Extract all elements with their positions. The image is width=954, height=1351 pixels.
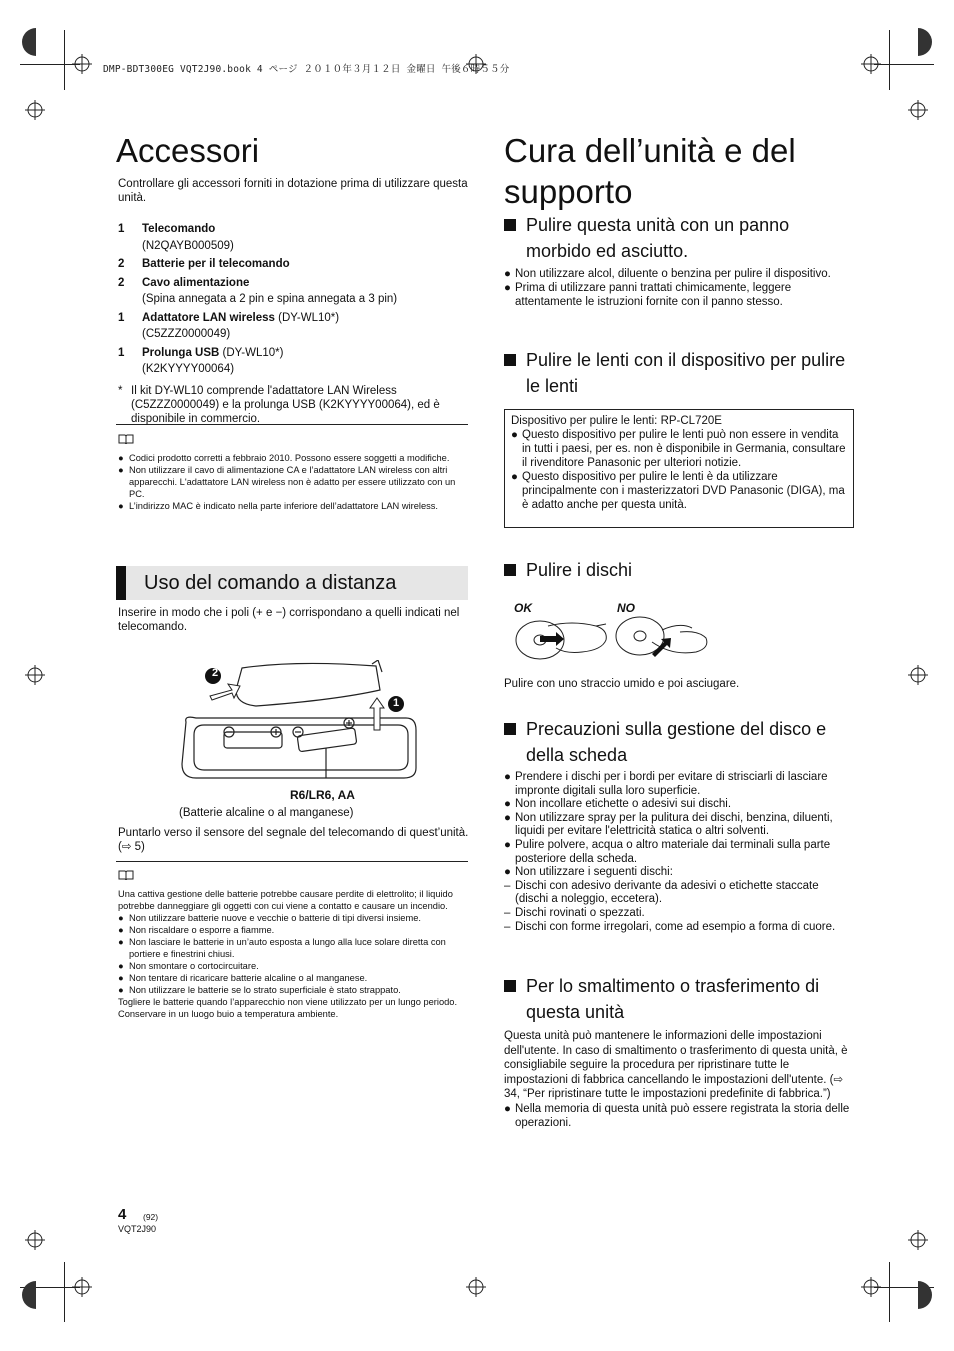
bullet-item: ● Nella memoria di questa unità può essere registrata la storia delle operazioni. (504, 1102, 850, 1129)
bullet-item: ● Questo dispositivo per pulire le lenti è da utilizzare principalmente con i masterizzatori DVD Panasonic (DIGA), ma è adatto anche per questa unità. (511, 471, 845, 511)
page-number: 4 (118, 1206, 127, 1223)
page-title-cura: Cura dell’unità e del supporto (504, 132, 796, 210)
remote-intro: Inserire in modo che i poli (+ e −) corrispondano a quelli indicati nel telecomando. (118, 607, 460, 633)
note-book-icon (118, 870, 134, 880)
footnote: * Il kit DY-WL10 comprende l'adattatore LAN Wireless (C5ZZZ0000049) e la prolunga USB (K2KYYYY00064), ed è disponibile in commercio. (118, 384, 440, 425)
ok-label: OK (514, 601, 532, 615)
note-item: ● Non lasciare le batterie in un’auto esposta a lungo alla luce solare diretta con portiere e finestrini chiusi. (118, 937, 446, 959)
note-book-icon (118, 434, 134, 444)
note-item: ● Non utilizzare batterie nuove e vecchie o batterie di tipi diversi insieme. (118, 913, 421, 923)
page-title-accessori: Accessori (116, 132, 260, 169)
bullet-item: ● Non utilizzare i seguenti dischi: (504, 866, 673, 879)
remote-battery-illustration (176, 660, 426, 795)
square-bullet-icon (504, 212, 526, 264)
model-code: VQT2J90 (118, 1224, 157, 1234)
accessory-item: 1 Adattatore LAN wireless (DY-WL10*) (C5ZZZ0000049) (118, 311, 340, 340)
section-heading: Precauzioni sulla gestione del disco e della scheda (504, 716, 854, 768)
accessory-item: 1 Telecomando (N2QAYB000509) (118, 223, 234, 252)
section-heading: Pulire i dischi (504, 557, 854, 583)
bullet-item: ● Prima di utilizzare panni trattati chimicamente, leggere attentamente le istruzioni fornite con il panno stesso. (504, 282, 792, 308)
step-1-marker: 1 (392, 697, 400, 709)
accessory-item: 2 Cavo alimentazione (Spina annegata a 2 pin e spina annegata a 3 pin) (118, 276, 398, 305)
page-reference: (92) (143, 1212, 159, 1222)
no-label: NO (617, 601, 635, 615)
disc-cleaning-illustration (512, 612, 712, 664)
square-bullet-icon (504, 973, 526, 1025)
square-bullet-icon (504, 557, 526, 583)
accessories-list (118, 221, 470, 426)
lens-cleaner-box: Dispositivo per pulire le lenti: RP-CL720E ● Questo dispositivo per pulire le lenti può non essere in vendita in tutti i paesi, per es. non è disponibile in Germania, consultare il rivenditore Panasonic per ulteriori notizie. ● Questo dispositivo per pulire le lenti è da utilizzare principalmente con i masterizzatori DVD Panasonic (DIGA), ma è adatto anche per questa unità. (504, 409, 854, 528)
s5-body: Questa unità può mantenere le informazioni delle impostazioni dell'utente. In caso di smaltimento o trasferimento di questa unità, è consigliabile seguire la procedura per ripristinare tutte le impostazioni di fabbrica cancellando le impostazioni dell'utente. (⇨ 34, “Per ripristinare tutte le impostazioni predefinite di fabbrica.”) ● Nella memoria di questa unità può essere registrata la storia delle operazioni. (504, 1029, 854, 1131)
dash-item: – Dischi con forme irregolari, come ad esempio a forma di cuore. (504, 920, 836, 933)
notes-list-1 (118, 452, 470, 512)
accessory-item: 2 Batterie per il telecomando (118, 258, 290, 270)
battery-caption: (Batterie alcaline o al manganese) (179, 807, 354, 819)
square-bullet-icon (504, 716, 526, 768)
s1-bullets (504, 267, 854, 309)
disc-caption: Pulire con uno straccio umido e poi asciugare. (504, 678, 740, 690)
dash-item: – Dischi con adesivo derivante da adesivi o etichette staccate (dischi a noleggio, eccetera). (504, 879, 819, 906)
accessory-item: 1 Prolunga USB (DY-WL10*) (K2KYYYY00064) (118, 346, 284, 375)
bullet-item: ● Questo dispositivo per pulire le lenti può non essere in vendita in tutti i paesi, per es. non è disponibile in Germania, consultare il rivenditore Panasonic per ulteriori notizie. (511, 429, 846, 469)
accessori-intro: Controllare gli accessori forniti in dotazione prima di utilizzare questa unità. (118, 178, 468, 204)
section-heading: Pulire le lenti con il dispositivo per pulire le lenti (504, 347, 854, 399)
battery-type-label: R6/LR6, AA (290, 788, 355, 802)
note-item: ● L’indirizzo MAC è indicato nella parte inferiore dell’adattatore LAN wireless. (118, 501, 439, 511)
section-heading-remote: Uso del comando a distanza (116, 566, 468, 600)
note-item: ● Non utilizzare le batterie se lo strato superficiale è stato strappato. (118, 985, 401, 995)
step-2-marker: 2 (211, 667, 219, 679)
dash-item: – Dischi rovinati o spezzati. (504, 906, 645, 919)
bullet-item: ● Pulire polvere, acqua o altro materiale dai terminali sulla parte posteriore della scheda. (504, 838, 831, 865)
divider (116, 424, 468, 425)
divider (116, 861, 468, 862)
section-heading: Per lo smaltimento o trasferimento di questa unità (504, 973, 854, 1025)
note-item: ● Non tentare di ricaricare batterie alcaline o al manganese. (118, 973, 368, 983)
bullet-item: ● Non utilizzare alcol, diluente o benzina per pulire il dispositivo. (504, 268, 831, 280)
note-item: ● Non smontare o cortocircuitare. (118, 961, 259, 971)
s4-bullets (504, 771, 854, 934)
notes-list-2: Una cattiva gestione delle batterie potrebbe causare perdite di elettrolito; il liquido potrebbe danneggiare gli oggetti con cui viene a contatto e causare un incendio. ● Non utilizzare batterie nuove e vecchie o batterie di tipi diversi insieme. ● Non riscaldare o esporre a fiamme. ● Non lasciare le batterie in un’auto esposta a lungo alla luce solare diretta con portiere e finestrini chiusi. ● Non smontare o cortocircuitare. ● Non tentare di ricaricare batterie alcaline o al manganese. ● Non utilizzare le batterie se lo strato superficiale è stato strappato. Togliere le batterie quando l’apparecchio non viene utilizzato per un lungo periodo. Conservare in un luogo buio a temperatura ambiente. (118, 888, 470, 1020)
note-item: ● Codici prodotto corretti a febbraio 2010. Possono essere soggetti a modifiche. (118, 453, 450, 463)
print-header: DMP-BDT300EG VQT2J90.book 4 ページ ２０１０年３月１２日 金曜日 午後６時５５分 (103, 64, 510, 75)
note-item: ● Non utilizzare il cavo di alimentazione CA e l’adattatore LAN wireless con altri apparecchi. L'adattatore LAN wireless non è adatto per essere utilizzato con un PC. (118, 465, 456, 499)
square-bullet-icon (504, 347, 526, 399)
bullet-item: ● Non utilizzare spray per la pulitura dei dischi, benzina, diluenti, liquidi per evitare l'elettricità statica o altri solventi. (504, 811, 833, 838)
remote-point-text: Puntarlo verso il sensore del segnale del telecomando di quest’unità. (⇨ 5) (118, 827, 469, 853)
note-item: ● Non riscaldare o esporre a fiamme. (118, 925, 275, 935)
section-heading: Pulire questa unità con un panno morbido ed asciutto. (504, 212, 854, 264)
bullet-item: ● Non incollare etichette o adesivi sui dischi. (504, 798, 732, 811)
bullet-item: ● Prendere i dischi per i bordi per evitare di strisciarli di lasciare impronte digitali sulla loro superficie. (504, 771, 828, 797)
